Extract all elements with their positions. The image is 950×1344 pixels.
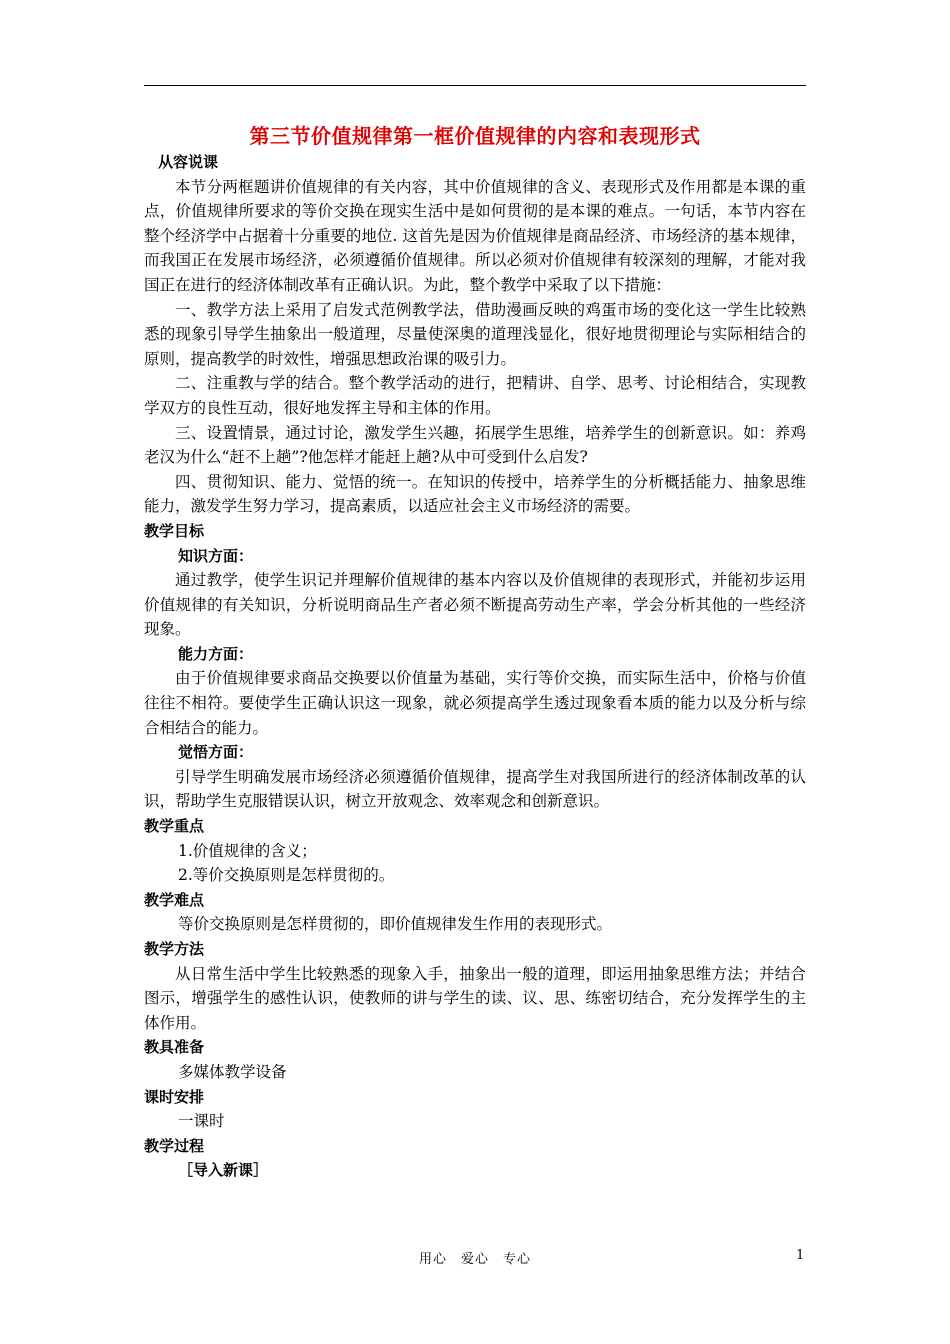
paragraph: 本节分两框题讲价值规律的有关内容，其中价值规律的含义、表现形式及作用都是本课的重点，价值规律所要求的等价交换在现实生活中是如何贯彻的是本课的难点。一句话，本节内容在整个经济学中占据着十分重要的地位. 这首先是因为价值规律是商品经济、市场经济的基本规律，而我国正在发展市场经济，必须遵循价值规律。所以必须对价值规律有较深刻的理解，才能对我国正在进行的经济体制改革有正确认识。为此，整个教学中采取了以下措施：	[144, 177, 806, 294]
subheading-ability: 能力方面：	[178, 644, 254, 663]
paragraph: 由于价值规律要求商品交换要以价值量为基础，实行等价交换，而实际生活中，价格与价值往往不相符。要使学生正确认识这一现象，就必须提高学生透过现象看本质的能力以及分析与综合相结合的能力。	[144, 669, 806, 737]
paragraph: 从日常生活中学生比较熟悉的现象入手，抽象出一般的道理，即运用抽象思维方法；并结合图示，增强学生的感性认识，使教师的讲与学生的读、议、思、练密切结合，充分发挥学生的主体作用。	[144, 964, 806, 1032]
footer-motto: 用心 爱心 专心	[418, 1252, 531, 1267]
subheading-knowledge: 知识方面：	[178, 546, 254, 565]
header-rule	[144, 85, 806, 86]
document-body	[144, 150, 806, 1183]
subheading-awareness: 觉悟方面：	[178, 743, 254, 762]
page-title: 第三节价值规律第一框价值规律的内容和表现形式	[249, 124, 701, 148]
section-heading-key-points: 教学重点	[144, 817, 205, 836]
paragraph: 一、教学方法上采用了启发式范例教学法，借助漫画反映的鸡蛋市场的变化这一学生比较熟悉的现象引导学生抽象出一般道理，尽量使深奥的道理浅显化，很好地贯彻理论与实际相结合的原则，提高教学的时效性，增强思想政治课的吸引力。	[144, 300, 806, 368]
list-item: 1.价值规律的含义；	[178, 841, 317, 860]
page-number: 1	[796, 1248, 805, 1263]
paragraph: 多媒体教学设备	[178, 1062, 287, 1081]
subheading-intro-lesson: ［导入新课］	[178, 1161, 269, 1180]
section-heading-method: 教学方法	[144, 940, 205, 958]
section-heading-goals: 教学目标	[144, 521, 205, 540]
paragraph: 引导学生明确发展市场经济必须遵循价值规律，提高学生对我国所进行的经济体制改革的认识，帮助学生克服错误认识，树立开放观念、效率观念和创新意识。	[144, 767, 806, 811]
section-heading-difficulty: 教学难点	[144, 890, 205, 909]
list-item: 2.等价交换原则是怎样贯彻的。	[178, 866, 395, 885]
paragraph: 四、贯彻知识、能力、觉悟的统一。在知识的传授中，培养学生的分析概括能力、抽象思维能力，激发学生努力学习，提高素质，以适应社会主义市场经济的需要。	[144, 472, 806, 516]
paragraph: 三、设置情景，通过讨论，激发学生兴趣，拓展学生思维，培养学生的创新意识。如：养鸡老汉为什么“赶不上趟”?他怎样才能赶上趟?从中可受到什么启发?	[144, 423, 806, 467]
section-heading-schedule: 课时安排	[144, 1087, 205, 1106]
paragraph: 二、注重教与学的结合。整个教学活动的进行，把精讲、自学、思考、讨论相结合，实现教学双方的良性互动，很好地发挥主导和主体的作用。	[144, 374, 806, 417]
section-heading-process: 教学过程	[144, 1136, 205, 1155]
paragraph: 等价交换原则是怎样贯彻的，即价值规律发生作用的表现形式。	[178, 915, 613, 934]
section-heading-intro: 从容说课	[158, 153, 219, 171]
paragraph: 通过教学，使学生识记并理解价值规律的基本内容以及价值规律的表现形式，并能初步运用价值规律的有关知识，分析说明商品生产者必须不断提高劳动生产率，学会分析其他的一些经济现象。	[144, 571, 806, 639]
section-heading-tools: 教具准备	[144, 1038, 205, 1057]
paragraph: 一课时	[178, 1112, 225, 1131]
